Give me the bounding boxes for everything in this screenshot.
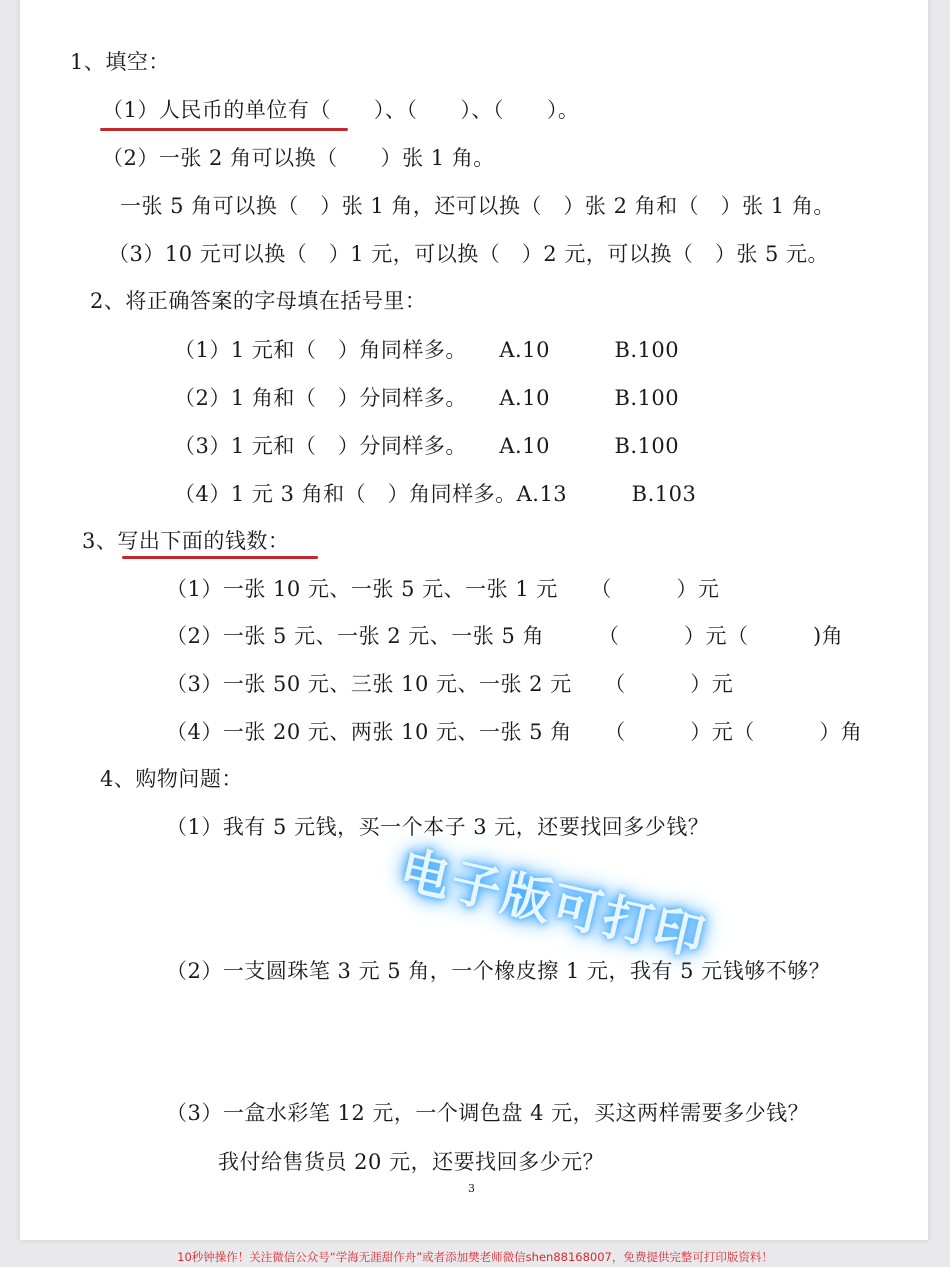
question-3-3: （3）一张 50 元、三张 10 元、一张 2 元 （ ）元 xyxy=(166,672,734,696)
question-4-1: （1）我有 5 元钱，买一个本子 3 元，还要找回多少钱？ xyxy=(166,815,710,839)
question-3-4: （4）一张 20 元、两张 10 元、一张 5 角 （ ）元（ ）角 xyxy=(166,720,863,744)
question-1-1: （1）人民币的单位有（ ）、（ ）、（ ）。 xyxy=(102,98,580,122)
question-4-2: （2）一支圆珠笔 3 元 5 角，一个橡皮擦 1 元，我有 5 元钱够不够？ xyxy=(166,959,831,983)
watermark-text: 电子版可打印 xyxy=(394,840,712,968)
question-4-3: （3）一盒水彩笔 12 元，一个调色盘 4 元，买这两样需要多少钱？ xyxy=(166,1101,810,1125)
section-3-heading: 3、写出下面的钱数： xyxy=(82,529,290,553)
question-3-1: （1）一张 10 元、一张 5 元、一张 1 元 （ ）元 xyxy=(166,577,720,601)
section-4-heading: 4、购物问题： xyxy=(100,767,243,791)
red-underline-2 xyxy=(122,556,318,559)
question-2-3: （3）1 元和（ ）分同样多。 A.10 B.100 xyxy=(174,434,680,458)
question-1-2-continued: 一张 5 角可以换（ ）张 1 角，还可以换（ ）张 2 角和（ ）张 1 角。 xyxy=(120,194,835,218)
red-underline-1 xyxy=(100,128,348,131)
section-2-heading: 2、将正确答案的字母填在括号里： xyxy=(90,289,427,313)
question-2-1: （1）1 元和（ ）角同样多。 A.10 B.100 xyxy=(174,338,680,362)
worksheet-page xyxy=(20,0,928,1240)
promo-footer: 10秒钟操作！关注微信公众号“学海无涯甜作舟”或者添加樊老师微信shen88168007，免费提供完整可打印版资料！ xyxy=(177,1250,773,1264)
page-number: 3 xyxy=(468,1182,475,1195)
question-2-4: （4）1 元 3 角和（ ）角同样多。A.13 B.103 xyxy=(174,482,697,506)
question-3-2: （2）一张 5 元、一张 2 元、一张 5 角 （ ）元（ )角 xyxy=(166,624,844,648)
question-2-2: （2）1 角和（ ）分同样多。 A.10 B.100 xyxy=(174,386,680,410)
section-1-heading: 1、填空： xyxy=(70,50,170,74)
question-1-2: （2）一张 2 角可以换（ ）张 1 角。 xyxy=(102,146,495,170)
question-4-3-continued: 我付给售货员 20 元，还要找回多少元？ xyxy=(218,1150,605,1174)
question-1-3: （3）10 元可以换（ ）1 元，可以换（ ）2 元，可以换（ ）张 5 元。 xyxy=(108,242,830,266)
